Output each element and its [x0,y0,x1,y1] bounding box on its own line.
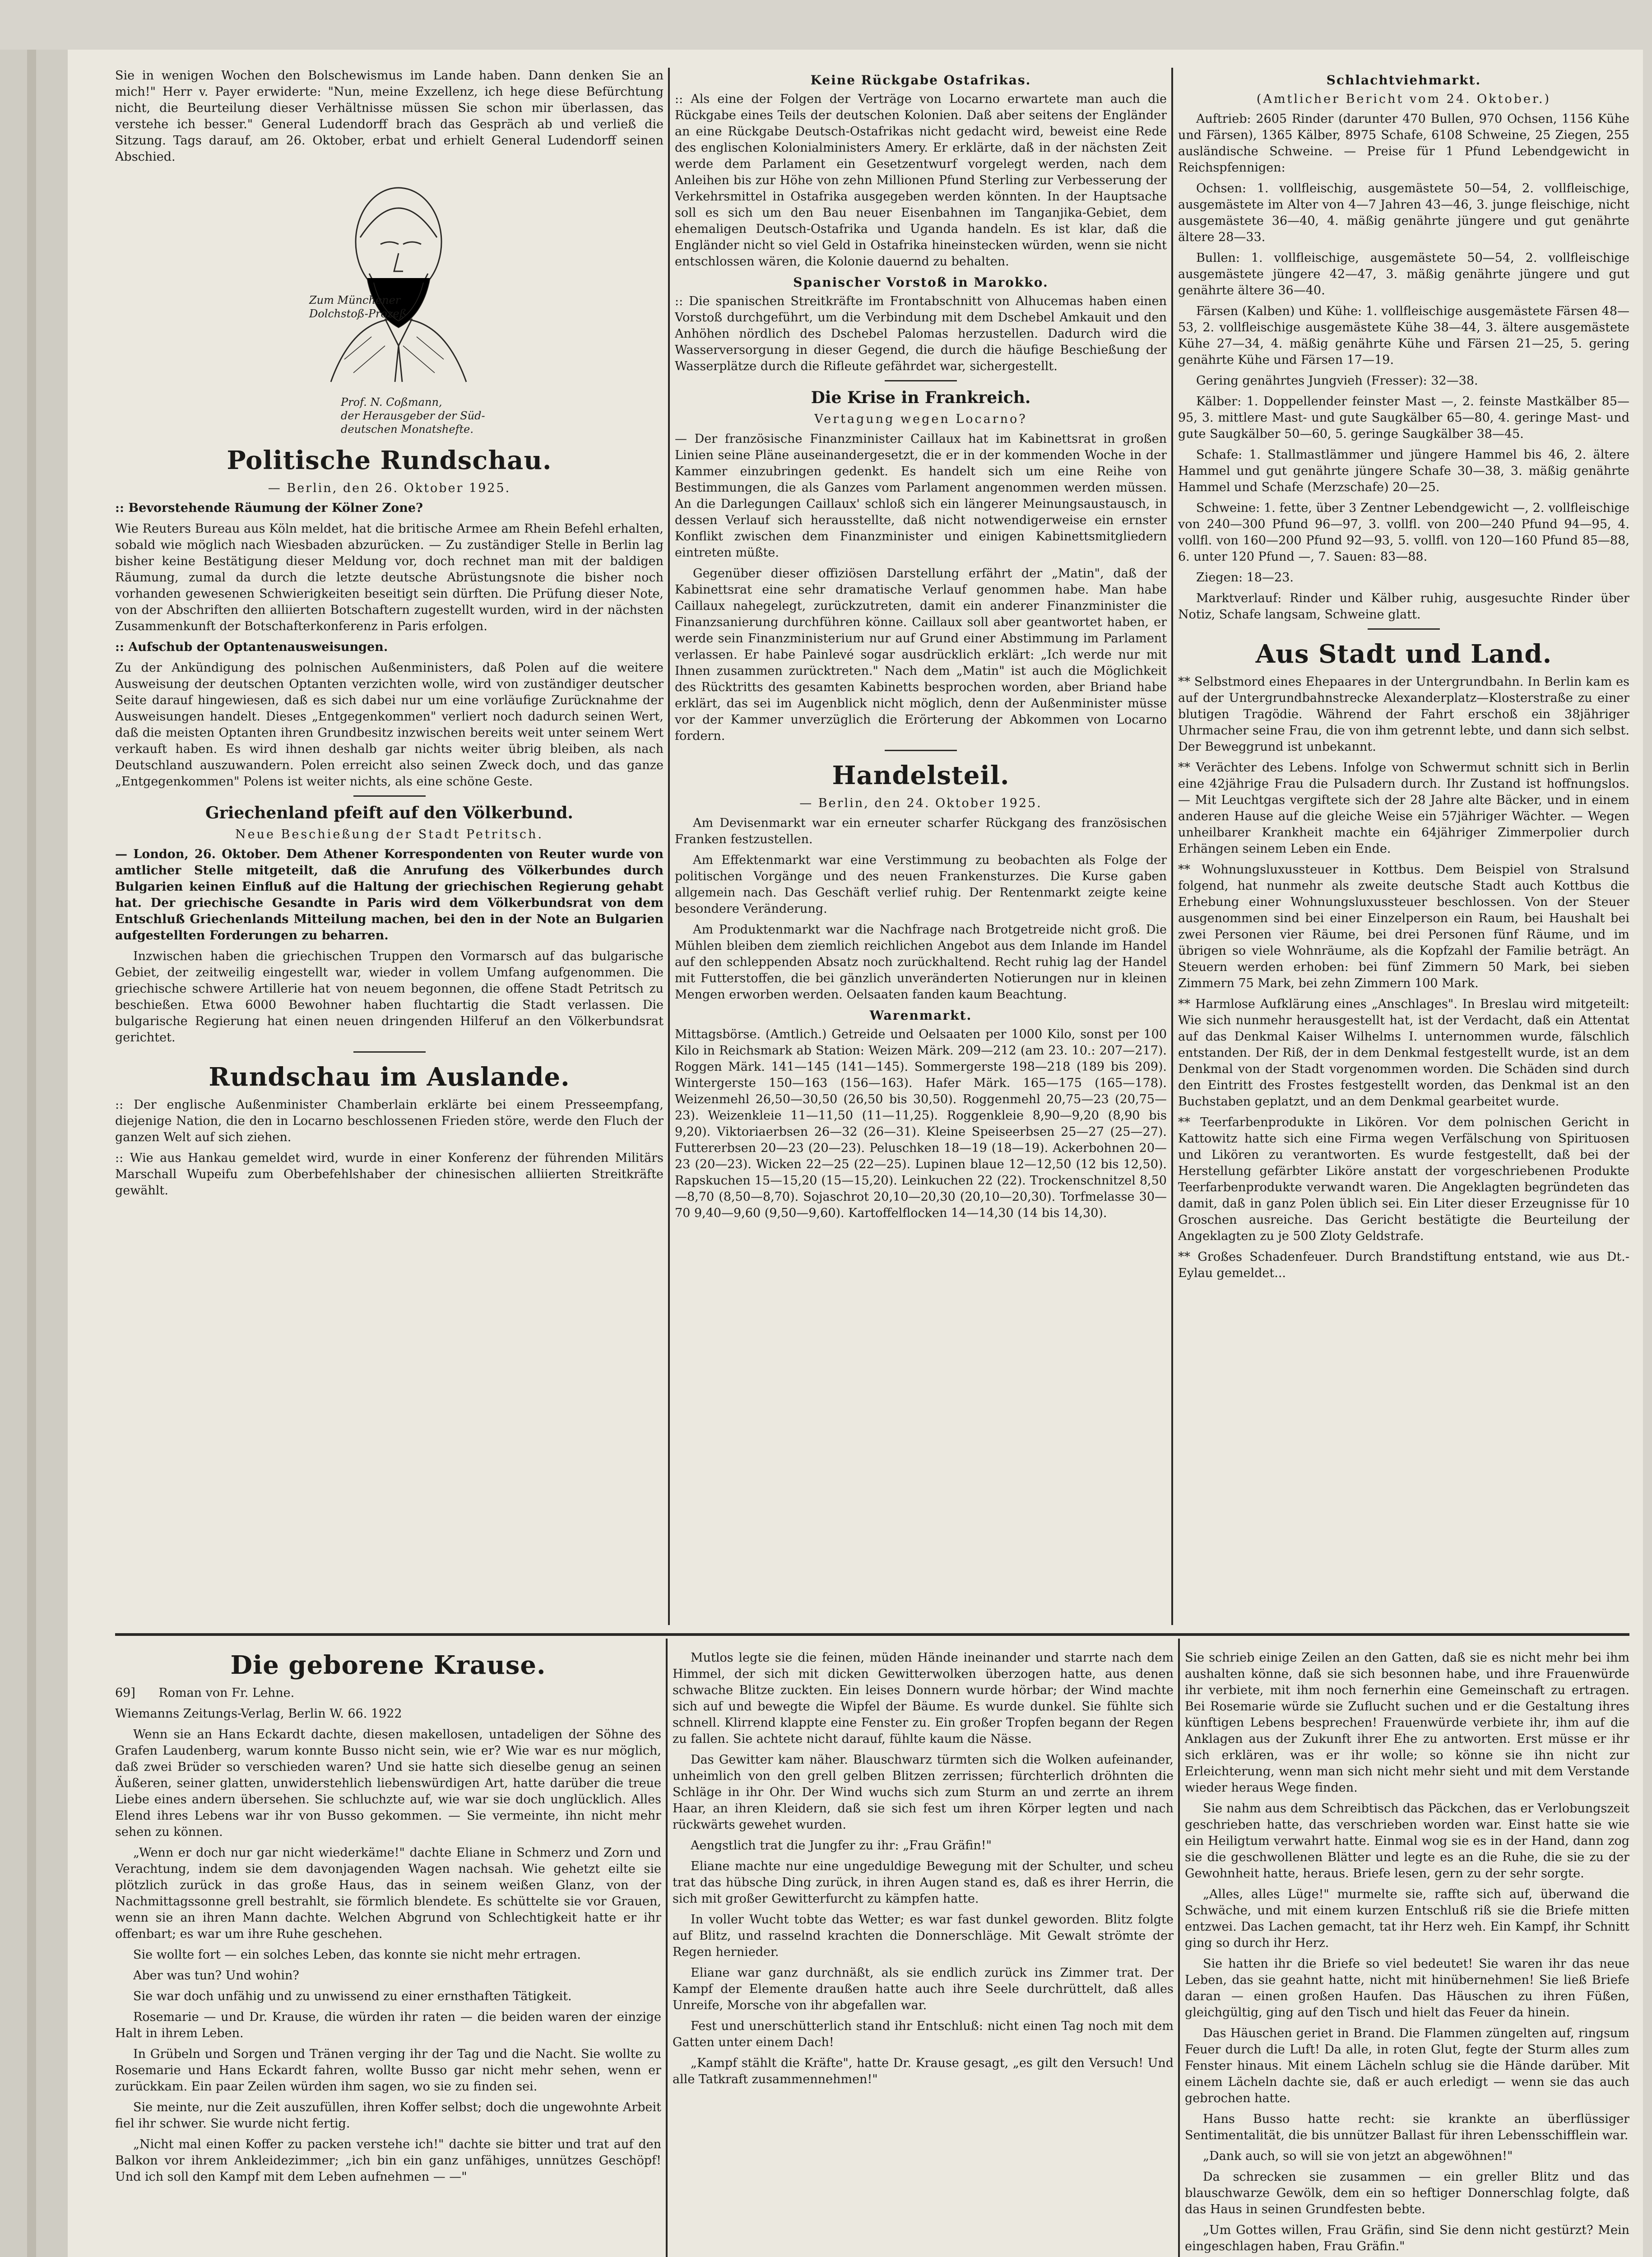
column-1 [115,68,664,1602]
paragraph: Am Devisenmarkt war ein erneuter scharfer Rückgang des französischen Franken festzustellen. [675,816,1167,846]
paragraph: Mutlos legte sie die feinen, müden Hände ineinander und starrte nach dem Himmel, der sich mit dicken Gewitterwolken überzogen hatte, aus denen schwache Blitze zuckten. Ein leises Donnern wurde hörbar; der Wind machte sich auf und bewegte die Wipfel der Bäume. Es wurde dunkel. Sie fühlte sich schnell. Klirrend klappte eine Fenster zu. Ein großer Tropfen begann der Regen zu fallen. Sie achtete nicht darauf, fühlte kaum die Nässe. [673,1651,1174,1746]
item-heading: Warenmarkt. [869,1008,972,1023]
paragraph: „Kampf stählt die Kräfte", hatte Dr. Krause gesagt, „es gilt den Versuch! Und alle Tatkraft zusammennehmen!" [673,2056,1174,2086]
paragraph: Eliane war ganz durchnäßt, als sie endlich zurück ins Zimmer trat. Der Kampf der Elemente draußen hatte auch ihre Seele durchrüttelt, daß alles Unreife, Morsche von ihr abgefallen war. [673,1966,1174,2012]
separator [885,750,957,751]
column-3 [1178,68,1629,1630]
portrait-caption-top: Dolchstoß-Prozeß [309,307,407,320]
paragraph: „Dank auch, so will sie von jetzt an abgewöhnen!" [1203,2149,1513,2163]
portrait-illustration [263,170,516,395]
paragraph: Inzwischen haben die griechischen Truppen den Vormarsch auf das bulgarische Gebiet, der zeitweilig eingestellt war, wieder in vollem Umfang aufgenommen. Die griechische schwere Artillerie hat von neuem begonnen, die offene Stadt Petritsch zu beschießen. Etwa 6000 Bewohner haben fluchtartig die Stadt verlassen. Die bulgarische Regierung hat einen neuen dringenden Hilferuf an den Völkerbundsrat gerichtet. [115,949,664,1045]
subheading: Vertagung wegen Locarno? [814,412,1027,426]
paragraph: ** Verächter des Lebens. Infolge von Schwermut schnitt sich in Berlin eine 42jährige Frau die Pulsadern durch. Ihr Zustand ist hoffnungslos. — Mit Leuchtgas vergiftete sich der 28 Jahre alte Bäcker, und in einem anderen Hause auf die gleiche Weise ein 57jähriger Wächter. — Wegen unheilbarer Krankheit machte ein 64jähriger Zimmerpolier durch Erhängen seinem Leben ein Ende. [1178,761,1629,856]
paragraph: Sie meinte, nur die Zeit auszufüllen, ihren Koffer selbst; doch die ungewohnte Arbeit fiel ihr schwer. Sie wurde nicht fertig. [115,2100,661,2131]
feuilleton-column-3 [1185,1650,1629,2257]
paragraph: Auftrieb: 2605 Rinder (darunter 470 Bullen, 970 Ochsen, 1156 Kühe und Färsen), 1365 Kälber, 8975 Schafe, 6108 Schweine, 25 Ziegen, 255 ausländische Schweine. — Preise für 1 Pfund Lebendgewicht in Reichspfennigen: [1178,112,1629,175]
separator [353,1051,426,1053]
paragraph: Bullen: 1. vollfleischige, ausgemästete 50—54, 2. vollfleischige ausgemästete jüngere 42—47, 3. mäßig genährte jüngere und gut genährte ältere 36—40. [1178,251,1629,297]
feuilleton-rule [115,1633,1629,1636]
paragraph: Kälber: 1. Doppellender feinster Mast —, 2. feinste Mastkälber 85—95, 3. mittlere Mast- und gute Saugkälber 65—80, 4. geringe Mast- und gute Saugkälber 50—60, 5. geringe Saugkälber 38—45. [1178,395,1629,441]
section-heading-ausland: Rundschau im Auslande. [209,1062,570,1092]
paragraph: Mittagsbörse. (Amtlich.) Getreide und Oelsaaten per 1000 Kilo, sonst per 100 Kilo in Reichsmark ab Station: Weizen Märk. 209—212 (am 23. 10.: 207—217). Roggen Märk. 141—145 (141—145). Sommergerste 198—218 (189 bis 209). Wintergerste 150—163 (156—163). Hafer Märk. 165—175 (165—178). Weizenmehl 26,50—30,50 (26,50 bis 30,50). Roggenmehl 20,75—23 (20,75—23). Weizenkleie 11—11,50 (11—11,25). Roggenkleie 8,90—9,20 (8,90 bis 9,20). Viktoriaerbsen 26—32 (26—31). Kleine Speiseerbsen 25—27 (25—27). Futtererbsen 20—23 (20—23). Peluschken 18—19 (18—19). Ackerbohnen 20—23 (20—23). Wicken 22—25 (22—25). Lupinen blaue 12—12,50 (12 bis 12,50). Rapskuchen 15—15,20 (15—15,20). Leinkuchen 22 (22). Trockenschnitzel 8,50—8,70 (8,50—8,70). Sojaschrot 20,10—20,30 (20,10—20,30). Torfmelasse 30—70 9,40—9,60 (9,50—9,60). Kartoffelflocken 14—14,30 (14 bis 14,30). [675,1027,1167,1220]
paragraph: :: Wie aus Hankau gemeldet wird, wurde in einer Konferenz der führenden Militärs Marschall Wupeifu zum Oberbefehlshaber der chinesischen alliierten Streitkräfte gewählt. [115,1151,664,1198]
paragraph: Ziegen: 18—23. [1196,571,1294,585]
section-heading-frankreich: Die Krise in Frankreich. [811,388,1031,407]
paragraph: Eliane machte nur eine ungeduldige Bewegung mit der Schulter, und scheu trat das hübsche Ding zurück, in ihren Augen stand es, daß es ihrer Herrin, die sich mit großer Gewitterfurcht zu kämpfen hatte. [673,1859,1174,1906]
item-title: :: Aufschub der Optantenausweisungen. [115,640,388,654]
separator [1368,628,1440,630]
section-heading-handel: Handelsteil. [832,761,1010,790]
paragraph: :: Als eine der Folgen der Verträge von Locarno erwartete man auch die Rückgabe eines Teils der deutschen Kolonien. Daß aber seitens der Engländer an eine Rückgabe Deutsch-Ostafrikas nicht gedacht wird, beweist eine Rede des englischen Kolonialministers Amery. Er erklärte, daß in der nächsten Zeit werde dem Parlament ein Gesetzentwurf vorgelegt werden, nach dem Anleihen bis zur Höhe von zehn Millionen Pfund Sterling zur Verbesserung der Verkehrsmittel in Ostafrika ausgegeben werden könnten. In der Hauptsache soll es sich um den Bau neuer Eisenbahnen im Tanganjika-Gebiet, dem ehemaligen Deutsch-Ostafrika und Uganda handeln. Es ist klar, daß die Engländer nicht so viel Geld in Ostafrika hineinstecken würden, wenn sie nicht entschlossen wären, die Kolonie dauernd zu behalten. [675,92,1167,269]
separator [885,380,957,381]
portrait-caption-role: deutschen Monatshefte. [341,423,473,436]
paragraph: Schafe: 1. Stallmastlämmer und jüngere Hammel bis 46, 2. ältere Hammel und gut genährte jüngere Schafe 30—38, 3. mäßig genährte Hammel und Schafe (Merzschafe) 20—25. [1178,448,1629,494]
paragraph: „Wenn er doch nur gar nicht wiederkäme!" dachte Eliane in Schmerz und Zorn und Verachtung, indem sie dem davonjagenden Wagen nachsah. Wie gehetzt eilte sie plötzlich zurück in das große Haus, das in seinem weißen Glanz, von der Nachmittagssonne grell bestrahlt, sie förmlich blendete. Es schüttelte sie vor Grauen, wenn sie an ihren Mann dachte. Welchen Abgrund von Schlechtigkeit hatte er ihr offenbart; es war um ihre Ruhe geschehen. [115,1846,661,1941]
paragraph: „Nicht mal einen Koffer zu packen verstehe ich!" dachte sie bitter und trat auf den Balkon vor ihrem Ankleidezimmer; „ich bin ein ganz unfähiges, unnützes Geschöpf! Und ich soll den Kampf mit dem Leben aufnehmen — —" [115,2137,661,2184]
section-heading-griechenland: Griechenland pfeift auf den Völkerbund. [205,803,573,822]
paragraph: Am Effektenmarkt war eine Verstimmung zu beobachten als Folge der politischen Vorgänge und des neuen Frankensturzes. Die Kurse gaben allgemein nach. Das Geschäft verlief ruhig. Der Rentenmarkt zeigte keine besondere Veränderung. [675,853,1167,916]
paragraph: Sie wollte fort — ein solches Leben, das konnte sie nicht mehr ertragen. [133,1948,581,1962]
paragraph: ** Selbstmord eines Ehepaares in der Untergrundbahn. In Berlin kam es auf der Untergrundbahnstrecke Alexanderplatz—Klosterstraße zu einer blutigen Tragödie. Während der Fahrt erschoß ein 38jähriger Uhrmacher seine Frau, die von ihm getrennt lebte, und dann sich selbst. Der Beweggrund ist unbekannt. [1178,675,1629,754]
paragraph: ** Harmlose Aufklärung eines „Anschlages". In Breslau wird mitgeteilt: Wie sich nunmehr herausgestellt hat, ist der Verdacht, daß ein Attentat auf das Denkmal Kaiser Wilhelms I. unternommen wurde, fälschlich entstanden. Der Riß, der in dem Denkmal festgestellt wurde, ist an dem Denkmal von der Stadt vorgenommen worden. Die Schäden sind durch den Eintritt des Frostes festgestellt worden, das Denkmal ist an den Buchstaben geplatzt, und an dem Denkmal gearbeitet wurde. [1178,997,1629,1109]
section-heading-politik: Politische Rundschau. [227,446,552,475]
paragraph: Sie nahm aus dem Schreibtisch das Päckchen, das er Verlobungszeit geschrieben hatte, das verschrieben worden war. Einst hatte sie wie ein Heiligtum verwahrt hatte. Einmal wog sie es in der Hand, dann zog sie die geschwollenen Blätter und legte es an die Ruhe, die sie zu der Gewohnheit hatte, heraus. Briefe lesen, gern zu der sehr sorgte. [1185,1802,1629,1881]
dateline: — Berlin, den 24. Oktober 1925. [799,796,1042,810]
item-heading: Schlachtviehmarkt. [1326,73,1481,88]
article-continuation: Sie in wenigen Wochen den Bolschewismus im Lande haben. Dann denken Sie an mich!" Herr v. Payer erwiderte: "Nun, meine Exzellenz, ich hege diese Befürchtung nicht, die Beurteilung dieser Verhältnisse müssen Sie schon mir überlassen, das verstehe ich besser." General Ludendorff brach das Gespräch ab und verließ die Sitzung. Tags darauf, am 26. Oktober, erbat und erhielt General Ludendorff seinen Abschied. [115,69,664,164]
section-heading-stadt: Aus Stadt und Land. [1255,639,1552,669]
novel-copyright: Wiemanns Zeitungs-Verlag, Berlin W. 66. 1922 [115,1707,402,1721]
paragraph: In Grübeln und Sorgen und Tränen verging ihr der Tag und die Nacht. Sie wollte zu Rosemarie und Hans Eckardt fahren, wollte Busso gar nicht mehr sehen, wenn er zurückkam. Ein paar Zeilen würden ihm sagen, wo sie zu finden sei. [115,2047,661,2094]
paragraph: Das Gewitter kam näher. Blauschwarz türmten sich die Wolken aufeinander, unheimlich von den grell gelben Blitzen zerrissen; fürchterlich dröhnten die Schläge in ihr Ohr. Der Wind wuchs sich zum Sturm an und zerrte an ihrem Haar, an ihren Kleidern, daß sie sich fest um ihren Körper legten und nach rückwärts gewehet wurden. [673,1753,1174,1832]
paragraph: Wie Reuters Bureau aus Köln meldet, hat die britische Armee am Rhein Befehl erhalten, sobald wie möglich nach Wiesbaden abzurücken. — Zu zuständiger Stelle in Berlin lag bisher keine Bestätigung dieser Meldung vor, doch rechnet man mit der baldigen Räumung, zumal da durch die letzte deutsche Abrüstungsnote die bisher noch vorhanden gewesenen Schwierigkeiten beseitigt sein dürften. Die Prüfung dieser Note, von der Abschriften den alliierten Botschaftern zugestellt wurden, wird in der nächsten Zusammenkunft der Botschafterkonferenz in Paris erfolgen. [115,522,664,633]
column-rule [1178,1639,1180,2257]
paragraph: „Um Gottes willen, Frau Gräfin, sind Sie denn nicht gestürzt? Mein eingeschlagen haben, Frau Gräfin." [1185,2223,1629,2253]
novel-title: Die geborene Krause. [230,1650,546,1680]
paragraph: — London, 26. Oktober. Dem Athener Korrespondenten von Reuter wurde von amtlicher Stelle mitgeteilt, daß die Anrufung des Völkerbundes durch Bulgarien keinen Einfluß auf die Haltung der griechischen Regierung gehabt hat. Der griechische Gesandte in Paris wird dem Völkerbundsrat von dem Entschluß Griechenlands Mitteilung machen, bei den in der Note an Bulgarien aufgestellten Forderungen zu beharren. [115,847,664,943]
paragraph: — Der französische Finanzminister Caillaux hat im Kabinettsrat in großen Linien seine Pläne auseinandergesetzt, die er in der kommenden Woche in der Kammer einzubringen gedenkt. Es handelt sich um eine Reihe von Bestimmungen, die als Ganzes vom Parlament angenommen werden müssen. An die Darlegungen Caillaux' schloß sich ein längerer Meinungsaustausch, in dessen Verlauf sich herausstellte, daß nicht notwendigerweise ein ernster Konflikt zwischen dem Finanzminister und einigen Kabinettsmitgliedern eintreten müßte. [675,432,1167,560]
paragraph: Da schrecken sie zusammen — ein greller Blitz und das blauschwarze Gewölk, dem ein so heftiger Donnerschlag folgte, daß das Haus in seinen Grundfesten bebte. [1185,2170,1629,2216]
portrait-caption-name: Prof. N. Coßmann, [341,396,442,409]
paragraph: Gegenüber dieser offiziösen Darstellung erfährt der „Matin", daß der Kabinettsrat eine sehr dramatische Verlauf genommen habe. Man habe Caillaux nahegelegt, zurückzutreten, damit ein anderer Finanzminister die Finanzsanierung durchführen könne. Caillaux soll aber geantwortet haben, er werde sein Finanzministerium nur auf Grund einer Abstimmung im Parlament verlassen. Er habe Painlevé sogar ausdrücklich erklärt: „Ich werde nur mit Ihnen zusammen zurücktreten." Nach dem „Matin" ist auch die Möglichkeit des Rücktritts des gesamten Kabinetts besprochen worden, aber Briand habe erklärt, das sei im Augenblick nicht möglich, denn der Außenminister müsse vor der Kammer unverzüglich die Erörterung der Abkommen von Locarno fordern. [675,567,1167,743]
portrait-caption-role: der Herausgeber der Süd- [341,409,485,422]
paragraph: :: Die spanischen Streitkräfte im Frontabschnitt von Alhucemas haben einen Vorstoß durchgeführt, um die Verbindung mit dem Dschebel Amkauit und den Anhöhen nördlich des Dschebel Palomas herzustellen. Dadurch wird die Wasserversorgung in dieser Gegend, die durch die häufige Beschießung der Wasserplätze durch die Rifleute gefährdet war, sichergestellt. [675,294,1167,373]
item-heading: Keine Rückgabe Ostafrikas. [810,73,1031,88]
paragraph: Zu der Ankündigung des polnischen Außenministers, daß Polen auf die weitere Ausweisung der deutschen Optanten verzichten wolle, wird von zuständiger deutscher Seite darauf hingewiesen, daß es sich dabei nur um eine vorläufige Zurücknahme der Ausweisungen handelt. Dieses „Entgegenkommen" verliert noch dadurch seinen Wert, daß die meisten Optanten ihren Grundbesitz inzwischen bereits weit unter seinem Wert verkauft haben. Es wird ihnen deshalb gar nichts weiter übrig bleiben, als nach Deutschland auszuwandern. Polen erreicht also seinen Zweck doch, und das ganze „Entgegenkommen" Polens ist weiter nichts, als eine schöne Geste. [115,661,664,789]
paragraph: Aengstlich trat die Jungfer zu ihr: „Frau Gräfin!" [691,1839,992,1853]
paragraph: Sie hatten ihr die Briefe so viel bedeutet! Sie waren ihr das neue Leben, das sie geahnt hatte, nicht mit hinübernehmen! Sie ließ Briefe daran — einen großen Haufen. Das Häuschen zu ihren Füßen, gleichgültig, ging auf den Tisch und hielt das Feuer da hinein. [1185,1957,1629,2020]
paragraph: Färsen (Kalben) und Kühe: 1. vollfleischige ausgemästete Färsen 48—53, 2. vollfleischige ausgemästete Kühe 38—44, 3. ältere ausgemästete Kühe 27—34, 4. mäßig genährte Kühe und Färsen 21—25, 5. gering genährte Kühe und Färsen 17—19. [1178,304,1629,367]
paragraph: Sie war doch unfähig und zu unwissend zu einer ernsthaften Tätigkeit. [133,1989,572,2003]
paragraph: Am Produktenmarkt war die Nachfrage nach Brotgetreide nicht groß. Die Mühlen bleiben dem ziemlich reichlichen Angebot aus dem Inlande im Handel auf den schleppenden Absatz noch zurückhaltend. Recht ruhig lag der Handel mit Futterstoffen, die bei gänzlich unveränderten Notierungen nur in kleinen Mengen erworben werden. Oelsaaten fanden kaum Beachtung. [675,923,1167,1002]
item-title: :: Bevorstehende Räumung der Kölner Zone? [115,501,423,515]
binding-fold [27,50,36,2257]
paragraph: In voller Wucht tobte das Wetter; es war fast dunkel geworden. Blitz folgte auf Blitz, und rasselnd krachten die Donnerschläge. Mit Gewalt strömte der Regen hernieder. [673,1913,1174,1959]
subheading: (Amtlicher Bericht vom 24. Oktober.) [1256,92,1551,106]
paragraph: Marktverlauf: Rinder und Kälber ruhig, ausgesuchte Rinder über Notiz, Schafe langsam, Schweine glatt. [1178,591,1629,622]
paragraph: Ochsen: 1. vollfleischig, ausgemästete 50—54, 2. vollfleischige, ausgemästete im Alter von 4—7 Jahren 43—46, 3. junge fleischige, nicht ausgemästete 36—40, 4. mäßig genährte jüngere und gut genährte ältere 28—33. [1178,181,1629,244]
column-rule [668,68,670,1625]
paragraph: Wenn sie an Hans Eckardt dachte, diesen makellosen, untadeligen der Söhne des Grafen Laudenberg, warum konnte Busso nicht sein, wie er? Wie war es nur möglich, daß zwei Brüder so verschieden waren? Und sie hatte sich dieselbe genug an seinen Äußeren, seiner glatten, unwiderstehlich liebenswürdigen Art, hatte darüber die treue Liebe eines andern übersehen. Sie schluchzte auf, wie war sie doch unglücklich. Alles Elend ihres Lebens war ihr von Busso gekommen. — Sie vermeinte, ihn nicht mehr sehen zu können. [115,1728,661,1839]
paragraph: Gering genährtes Jungvieh (Fresser): 32—38. [1196,374,1478,388]
novel-byline: 69] Roman von Fr. Lehne. [115,1686,295,1700]
paragraph: Hans Busso hatte recht: sie krankte an überflüssiger Sentimentalität, die bis unnützer Ballast für ihren Lebensschifflein war. [1185,2112,1629,2142]
paragraph: ** Wohnungsluxussteuer in Kottbus. Dem Beispiel von Stralsund folgend, hat nunmehr als zweite deutsche Stadt auch Kottbus die Erhebung einer Wohnungsluxussteuer beschlossen. Von der Steuer ausgenommen sind bei einer Einzelperson ein Raum, bei Haushalt bei zwei Personen vier Räume, bei drei Personen fünf Räume, und im übrigen so viele Wohnräume, als die Kopfzahl der Familie beträgt. An Steuern werden erhoben: bei fünf Zimmern 50 Mark, bei sieben Zimmern 75 Mark, bei zehn Zimmern 100 Mark. [1178,863,1629,990]
paragraph: ** Teerfarbenprodukte in Likören. Vor dem polnischen Gericht in Kattowitz hatte sich eine Firma wegen Verfälschung von Spirituosen und Likören zu verantworten. Es wurde festgestellt, daß bei der Herstellung gefärbter Liköre anstatt der vorgeschriebenen Produkte Teerfarbenprodukte verwandt waren. Die Angeklagten begründeten das damit, daß in ganz Polen üblich sei. Ein Liter dieser Erzeugnisse für 10 Groschen ausreiche. Das Gericht bestätigte die Beurteilung der Angeklagten zu je 500 Zloty Geldstrafe. [1178,1115,1629,1243]
feuilleton-column-1 [115,1650,661,2257]
paragraph: ** Großes Schadenfeuer. Durch Brandstiftung entstand, wie aus Dt.-Eylau gemeldet... [1178,1250,1629,1280]
paragraph: :: Der englische Außenminister Chamberlain erklärte bei einem Presseempfang, diejenige Nation, die den in Locarno beschlossenen Frieden störe, werde den Fluch der ganzen Welt auf sich ziehen. [115,1098,664,1144]
scan-gutter [0,50,68,2257]
portrait-caption-top: Zum Münchener [309,294,401,307]
column-rule [666,1639,668,2257]
paragraph: Das Häuschen geriet in Brand. Die Flammen züngelten auf, ringsum Feuer durch die Luft! Da alle, in roten Glut, fegte der Sturm alles zum Fenster hinaus. Mit einem Lächeln schlug sie die Hände darüber. Mit einem Lächeln dachte sie, daß er auch erledigt — wenn sie das auch gebrochen hatte. [1185,2026,1629,2105]
item-heading: Spanischer Vorstoß in Marokko. [793,275,1049,290]
subheading: Neue Beschießung der Stadt Petritsch. [235,827,544,841]
paragraph: Fest und unerschütterlich stand ihr Entschluß: nicht einen Tag noch mit dem Gatten unter einem Dach! [673,2019,1174,2049]
paragraph: Aber was tun? Und wohin? [133,1969,299,1983]
paragraph: Rosemarie — und Dr. Krause, die würden ihr raten — die beiden waren der einzige Halt in ihrem Leben. [115,2010,661,2040]
dateline: — Berlin, den 26. Oktober 1925. [268,481,511,495]
paragraph: Sie schrieb einige Zeilen an den Gatten, daß sie es nicht mehr bei ihm aushalten könne, daß sie sich besonnen habe, und ihre Frauenwürde ihr verbiete, mit ihm noch fernerhin eine Gemeinschaft zu ertragen. Bei Rosemarie würde sie Zuflucht suchen und er die Gestaltung ihres künftigen Lebens besprechen! Frauenwürde verbiete ihr, ihm auf die Anklagen aus der Zukunft ihrer Ehe zu antworten. Erst müsse er ihr sich erklären, was er ihr wolle; so könne sie ihn nicht zur Erleichterung, wenn man sich nicht mehr sieht und mit dem Verstande wieder heraus Wege finden. [1185,1651,1629,1795]
paragraph: „Alles, alles Lüge!" murmelte sie, raffte sich auf, überwand die Schwäche, und mit einem kurzen Entschluß riß sie die Briefe mitten entzwei. Das Lachen gemacht, tat ihr Herz weh. Ein Kampf, ihr Schnitt ging so durch ihr Herz. [1185,1887,1629,1950]
column-2 [675,68,1167,1602]
paragraph: Schweine: 1. fette, über 3 Zentner Lebendgewicht —, 2. vollfleischige von 240—300 Pfund 96—97, 3. vollfl. von 200—240 Pfund 94—95, 4. vollfl. von 160—200 Pfund 92—93, 5. vollfl. von 120—160 Pfund 85—88, 6. unter 120 Pfund —, 7. Sauen: 83—88. [1178,501,1629,564]
column-rule [1171,68,1173,1625]
feuilleton-column-2 [673,1650,1174,2257]
separator [353,795,426,797]
